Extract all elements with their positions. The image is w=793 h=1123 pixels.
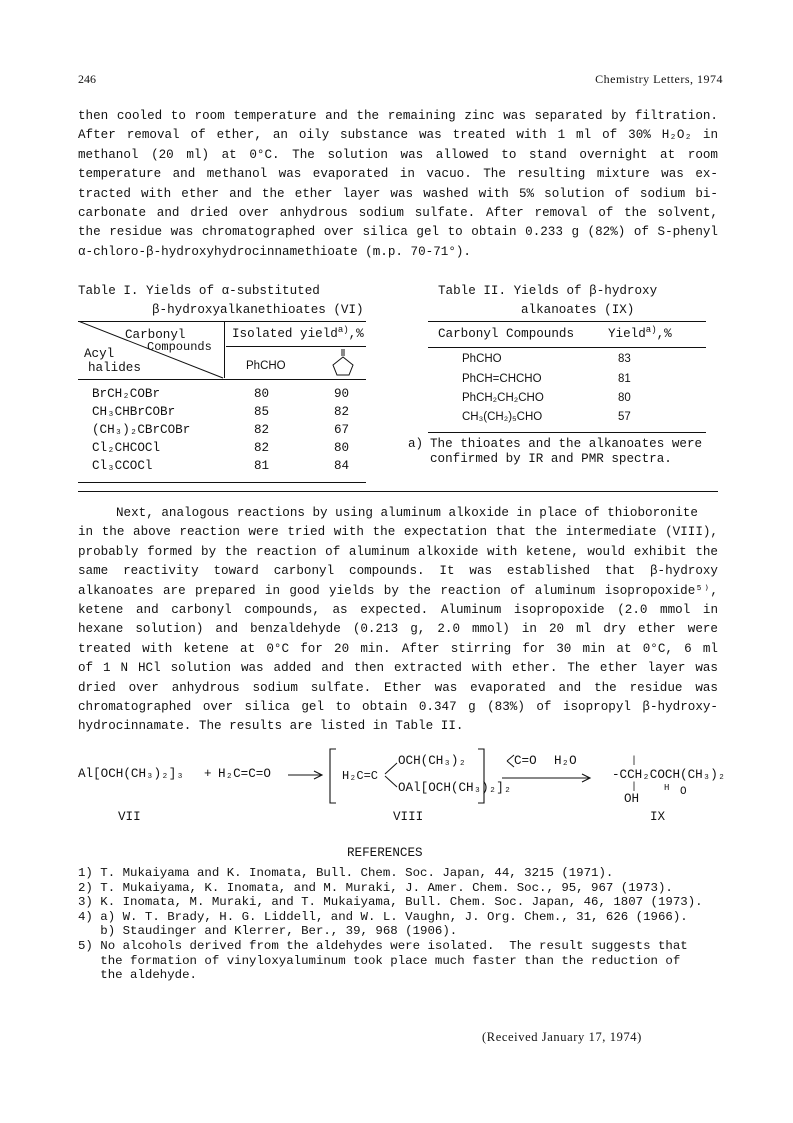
cyclopentanone-structure-icon: [326, 347, 358, 377]
table2-head-yield: [608, 327, 672, 341]
reference-item: 2) T. Mukaiyama, K. Inomata, and M. Muraki, J. Amer. Chem. Soc., 95, 967 (1973).: [78, 880, 673, 895]
text-line: in the above reaction were tried with the expectation that the intermediate (VIII),: [78, 525, 718, 540]
table1-head-carbonyl: Carbonyl: [125, 328, 186, 342]
table2-head-sup: a): [645, 325, 657, 335]
table2-row-compound: PhCHO: [462, 353, 502, 365]
scheme-ketene: H₂C=C=O: [218, 767, 271, 781]
table1-row-value: 67: [334, 423, 350, 437]
table1-head-halides: halides: [88, 361, 141, 375]
paragraph-1: [78, 107, 718, 262]
table1-bottom-rule: [78, 482, 366, 483]
page-number: 246: [78, 72, 96, 86]
table2-footnote-line1: The thioates and the alkanoates were: [430, 437, 703, 451]
text-line: alkanoates are prepared in good yields by the reaction of aluminum isopropoxide⁵⁾,: [78, 583, 718, 598]
table1-row-value: 82: [334, 405, 350, 419]
table2-head-yield-text: Yield: [608, 327, 646, 341]
table1-row-halide: (CH₃)₂CBrCOBr: [92, 423, 191, 437]
scheme-intermediate-top: OCH(CH₃)₂: [398, 754, 467, 768]
scheme-product: -CCH₂COCH(CH₃)₂: [612, 768, 726, 782]
table1-row-value: 82: [254, 423, 270, 437]
scheme-reagent-water: H₂O: [554, 754, 577, 768]
paragraph-2: [78, 504, 718, 737]
table2-caption: [438, 282, 657, 320]
table2-footnote-line2: confirmed by IR and PMR spectra.: [430, 452, 672, 466]
table1-head-bottom-rule: [78, 379, 366, 380]
product-bond-top: |: [631, 756, 638, 767]
left-bracket: [328, 748, 338, 804]
scheme-reagent-carbonyl: C=O: [514, 754, 537, 768]
reference-item: 1) T. Mukaiyama and K. Inomata, Bull. Chem. Soc. Japan, 44, 3215 (1971).: [78, 866, 614, 880]
table2-head-compounds: Carbonyl Compounds: [438, 327, 575, 341]
section-separator: [78, 491, 718, 492]
table1-caption-line1: Table I. Yields of α-substituted: [78, 284, 320, 298]
reaction-arrow-2: [502, 771, 592, 785]
table1-row-value: 81: [254, 459, 270, 473]
table1-row-value: 90: [334, 387, 350, 401]
table1-head-isolated-text: Isolated yield: [232, 327, 338, 341]
table1-row-halide: Cl₂CHCOCl: [92, 441, 161, 455]
reference-item: 3) K. Inomata, M. Muraki, and T. Mukaiyama, Bull. Chem. Soc. Japan, 46, 1807 (1973).: [78, 895, 703, 910]
table1-row-value: 82: [254, 441, 270, 455]
table2-caption-line2: alkanoates (IX): [521, 303, 635, 317]
table1-head-compounds: Compounds: [147, 340, 212, 354]
table2-row-yield: 81: [618, 373, 631, 385]
text-line: chromatographed over silica gel to obtain 0.347 g (83%) of isopropyl β-hydroxy-: [78, 700, 718, 715]
table1-row-value: 84: [334, 459, 350, 473]
scheme-product-o: O: [680, 786, 687, 798]
received-date: (Received January 17, 1974): [482, 1030, 642, 1044]
table1-row-halide: CH₃CHBrCOBr: [92, 405, 176, 419]
table2-row-compound: CH₃(CH₂)₅CHO: [462, 411, 543, 423]
text-line: the residue was chromatographed over silica gel to obtain 0.233 g (82%) of S-phenyl: [78, 225, 718, 240]
table1-row-value: 80: [334, 441, 350, 455]
table2-row-yield: 80: [618, 392, 631, 404]
table1-col-divider: [224, 322, 225, 378]
table1-head-pct: ,%: [348, 327, 364, 341]
text-line: Next, analogous reactions by using aluminum alkoxide in place of thioboronite: [116, 506, 698, 520]
text-line: methanol (20 ml) at 0°C. The solution was allowed to stand overnight at room: [78, 147, 718, 162]
table1-head-isolated: [232, 327, 364, 341]
text-line: of 1 N HCl solution was added and then extracted with ether. The ether layer was: [78, 661, 718, 676]
journal-header: Chemistry Letters, 1974: [595, 72, 723, 86]
scheme-product-h: H: [664, 783, 670, 793]
scheme-plus: +: [204, 767, 212, 781]
table2-row-yield: 57: [618, 411, 631, 423]
text-line: temperature and methanol was evaporated in vacuo. The resulting mixture was ex-: [78, 167, 718, 182]
scheme-intermediate-bottom: OAl[OCH(CH₃)₂]₂: [398, 781, 512, 795]
table1-col-phcho: PhCHO: [246, 360, 286, 372]
table1-row-halide: Cl₃CCOCl: [92, 459, 153, 473]
text-line: hydrocinnamate. The results are listed in Table II.: [78, 719, 464, 734]
text-line: α-chloro-β-hydroxyhydrocinnamethioate (m.p. 70-71°).: [78, 244, 471, 259]
table2-footnote-label: a): [408, 437, 424, 451]
scheme-label-ix: IX: [650, 810, 666, 824]
scheme-intermediate-core: H₂C=C: [342, 769, 379, 783]
text-line: treated with ketene at 0°C for 20 min. After stirring for 30 min at 0°C, 6 ml: [78, 641, 718, 656]
references-list: [78, 866, 718, 983]
table1-row-value: 85: [254, 405, 270, 419]
text-line: After removal of ether, an oily substance was treated with 1 ml of 30% H₂O₂ in: [78, 128, 718, 143]
reference-item: the aldehyde.: [78, 968, 197, 983]
scheme-label-viii: VIII: [393, 810, 424, 824]
table2-row-yield: 83: [618, 353, 631, 365]
text-line: hexane solution) and benzaldehyde (0.213 g, 2.0 mmol) in 20 ml dry ether were: [78, 622, 718, 637]
references-title: REFERENCES: [347, 846, 423, 860]
text-line: dried over anhydrous sodium sulfate. Ether was evaporated and the residue was: [78, 680, 718, 695]
text-line: ketene and carbonyl compounds, as expected. Aluminum isopropoxide (2.0 mmol in: [78, 603, 718, 618]
table1-head-acyl: Acyl: [84, 347, 115, 361]
table1-row-value: 80: [254, 387, 270, 401]
reference-item: b) Staudinger and Klerrer, Ber., 39, 968 (1906).: [78, 924, 458, 939]
table2-head-pct: ,%: [656, 327, 672, 341]
scheme-reactant: Al[OCH(CH₃)₂]₃: [78, 767, 184, 781]
reference-item: 4) a) W. T. Brady, H. G. Liddell, and W. L. Vaughn, J. Org. Chem., 31, 626 (1966).: [78, 909, 688, 924]
scheme-product-oh: OH: [624, 792, 640, 806]
table1-caption-line2: β-hydroxyalkanethioates (VI): [152, 303, 364, 317]
table2-top-rule: [428, 321, 706, 322]
right-bracket: [476, 748, 486, 804]
text-line: then cooled to room temperature and the remaining zinc was separated by filtration.: [78, 109, 718, 123]
text-line: probably formed by the reaction of aluminum alkoxide with ketene, would exhibit the: [78, 544, 718, 559]
product-bond-bottom: |: [631, 782, 638, 793]
scheme-label-vii: VII: [118, 810, 141, 824]
reference-item: 5) No alcohols derived from the aldehydes were isolated. The result suggests that: [78, 938, 688, 953]
table1-caption: [78, 282, 364, 320]
table1-row-halide: BrCH₂COBr: [92, 387, 161, 401]
reaction-arrow-1: [288, 768, 324, 782]
table2-row-compound: PhCH=CHCHO: [462, 373, 542, 385]
reference-item: the formation of vinyloxyaluminum took place much faster than the reduction of: [78, 953, 681, 968]
text-line: carbonate and dried over anhydrous sodium sulfate. After removal of the solvent,: [78, 206, 718, 221]
table2-head-bottom-rule: [428, 347, 706, 348]
table2-caption-line1: Table II. Yields of β-hydroxy: [438, 284, 658, 298]
table2-bottom-rule: [428, 432, 706, 433]
table2-row-compound: PhCH₂CH₂CHO: [462, 392, 544, 404]
table1-head-sup: a): [337, 325, 349, 335]
text-line: tracted with ether and the ether layer was washed with 5% solution of sodium bi-: [78, 186, 718, 201]
text-line: same reactivity toward carbonyl compounds. It was established that β-hydroxy: [78, 564, 718, 579]
